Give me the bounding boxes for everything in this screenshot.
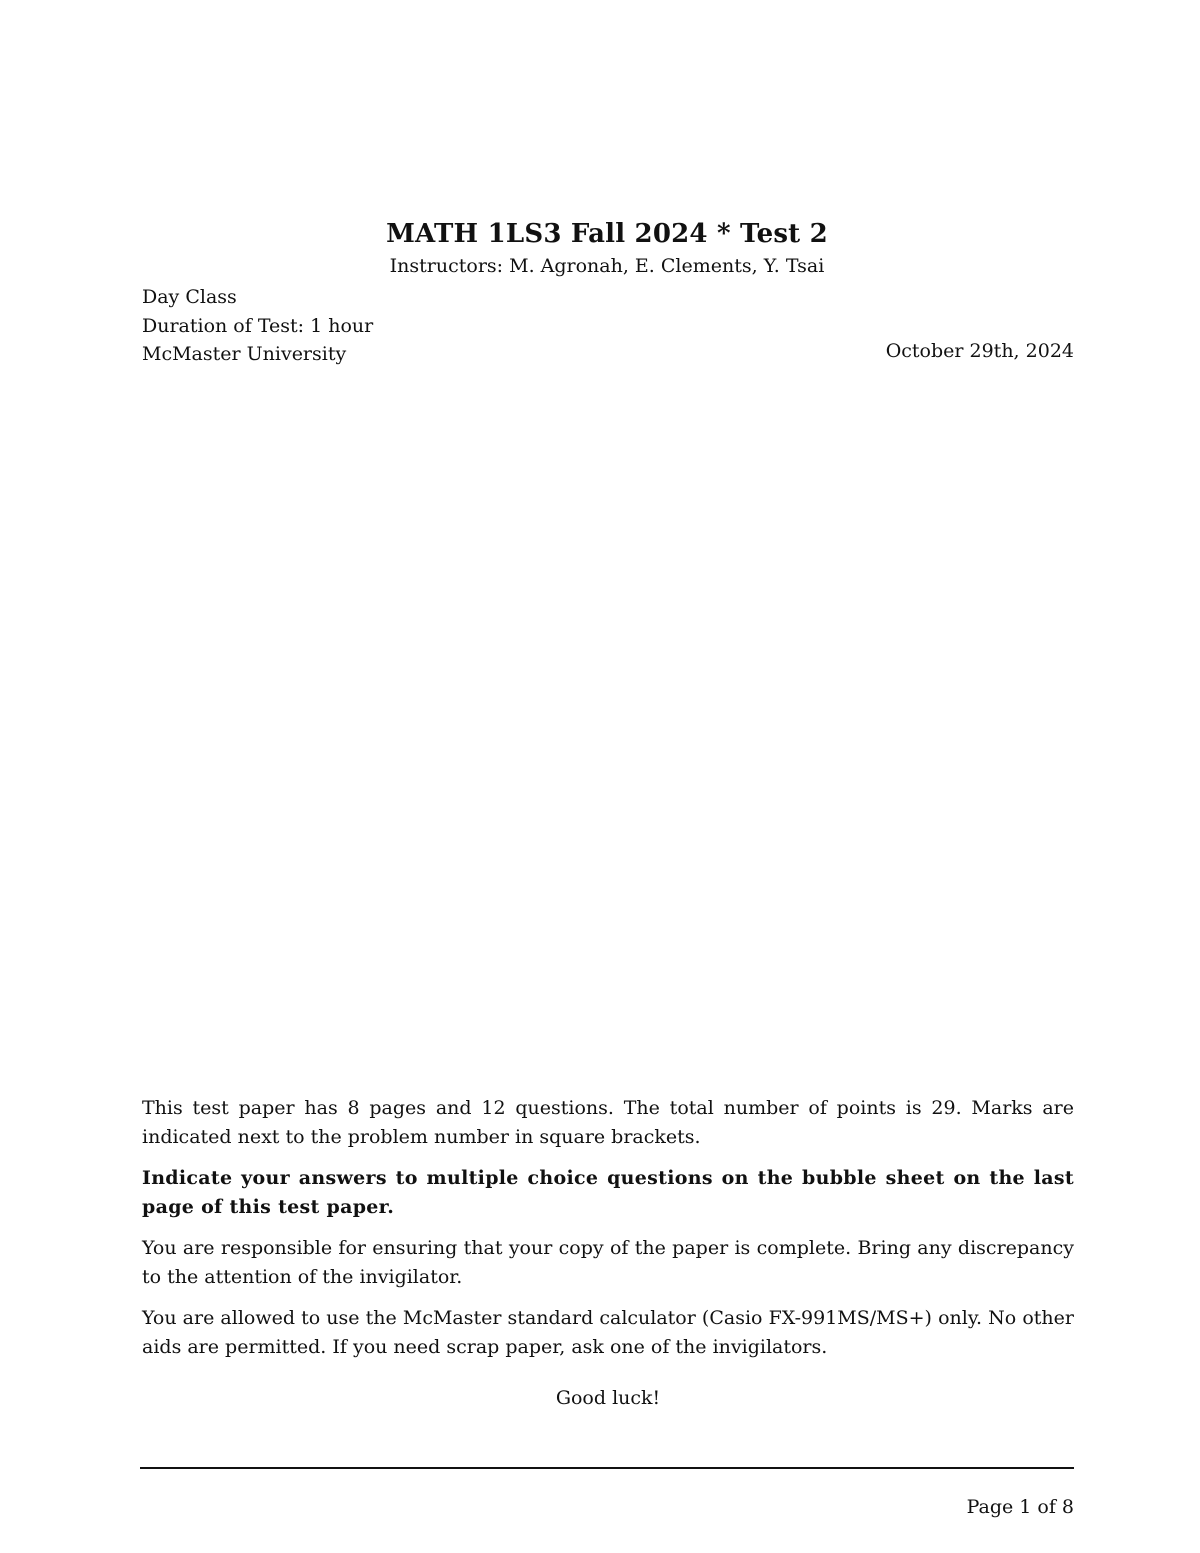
good-luck-text: Good luck!: [555, 1387, 661, 1409]
instructions-paragraph-4: You are allowed to use the McMaster standard calculator (Casio FX-991MS/MS+) only. No other aids are permitted. If you need scrap paper, ask one of the invigilators.: [142, 1307, 1074, 1358]
test-title: MATH 1LS3 Fall 2024 * Test 2: [386, 219, 828, 249]
duration-label: Duration of Test: 1 hour: [142, 314, 374, 337]
instructions-paragraph-1: This test paper has 8 pages and 12 questions. The total number of points is 29. Marks are indicated next to the problem number in square brackets.: [142, 1097, 1074, 1148]
footer-divider: [140, 1467, 1074, 1469]
class-label: Day Class: [142, 286, 237, 308]
instructions-block: [142, 1094, 1074, 1374]
test-date: October 29th, 2024: [885, 340, 1074, 362]
institution-label: McMaster University: [142, 343, 347, 365]
instructions-paragraph-3: You are responsible for ensuring that your copy of the paper is complete. Bring any discrepancy to the attention of the invigilator.: [142, 1237, 1074, 1288]
instructions-paragraph-2: Indicate your answers to multiple choice questions on the bubble sheet on the last page of this test paper.: [142, 1167, 1074, 1218]
page-number: Page 1 of 8: [966, 1496, 1074, 1518]
instructors-line: Instructors: M. Agronah, E. Clements, Y. Tsai: [389, 255, 825, 277]
test-meta-block: [142, 283, 373, 369]
